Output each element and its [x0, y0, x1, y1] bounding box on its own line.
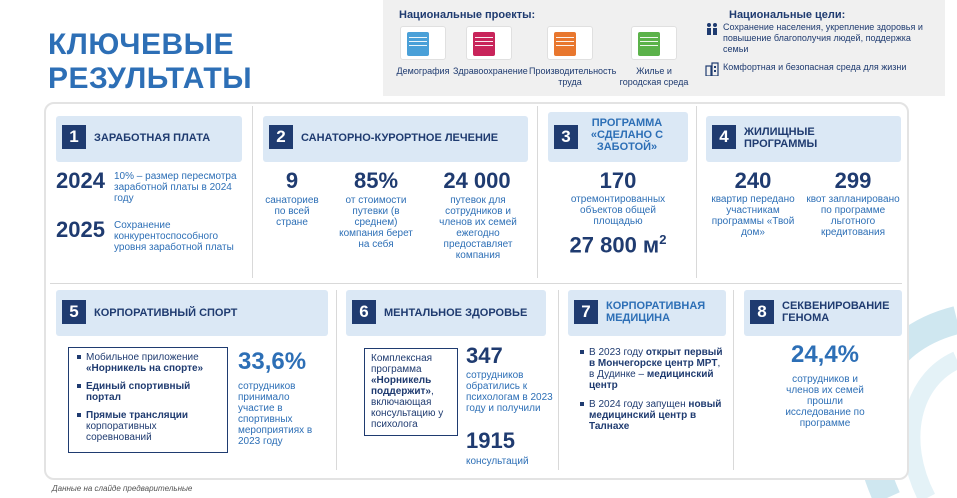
sport-participation-value: 33,6%	[238, 348, 307, 375]
vouchers-count: 24 000	[443, 168, 511, 193]
vouchers-count-label: путевок для сотрудников и членов их семей ежегодно предоставляет компания	[439, 195, 517, 261]
section-title: ЗАРАБОТНАЯ ПЛАТА	[94, 132, 211, 144]
divider	[558, 290, 559, 470]
divider	[336, 290, 337, 470]
year-2024: 2024	[56, 168, 105, 193]
section-number: 4	[712, 125, 736, 149]
consultations-label: консультаций	[466, 456, 529, 467]
objects-count-label: отремонтированных объектов общей площадью	[570, 194, 666, 227]
goal-population	[705, 22, 937, 55]
goals-heading: Национальные цели:	[729, 9, 846, 21]
people-icon	[705, 22, 719, 36]
consultations-count: 1915	[466, 428, 515, 453]
section-title: САНАТОРНО-КУРОРТНОЕ ЛЕЧЕНИЕ	[301, 132, 499, 144]
goal-text: Сохранение населения, укрепление здоровья и повышение благополучия людей, поддержка семьи	[723, 22, 923, 54]
sport-item	[77, 410, 221, 443]
medicine-item-text: В 2023 году	[589, 347, 646, 358]
section-number: 8	[750, 300, 774, 324]
legend-panel	[383, 0, 945, 96]
healthcare-logo-icon	[466, 26, 512, 60]
project-productivity	[529, 26, 617, 88]
sport-item	[77, 381, 221, 403]
section-title: ПРОГРАММА «СДЕЛАНО С ЗАБОТОЙ»	[590, 117, 664, 153]
section-title: СЕКВЕНИРОВАНИЕ ГЕНОМА	[782, 300, 890, 324]
projects-heading: Национальные проекты:	[399, 9, 536, 21]
project-demography	[387, 26, 459, 77]
project-housing	[615, 26, 693, 88]
demography-logo-icon	[400, 26, 446, 60]
divider	[696, 106, 697, 278]
section-title: КОРПОРАТИВНЫЙ СПОРТ	[94, 307, 238, 319]
medicine-item-bold: открыт первый в Мончегорске центр МРТ	[589, 347, 723, 369]
medicine-item	[580, 399, 726, 432]
project-healthcare	[453, 26, 528, 77]
area-value	[548, 232, 688, 258]
section-title: МЕНТАЛЬНОЕ ЗДОРОВЬЕ	[384, 307, 528, 319]
program-text: , включающая консультацию у психолога	[371, 386, 444, 430]
medicine-list	[580, 347, 726, 439]
project-label: Жилье и городская среда	[619, 66, 689, 87]
medicine-item	[580, 347, 726, 391]
salary-2025-text: Сохранение конкурентоспособного уровня заработной платы	[114, 220, 234, 253]
goal-text: Комфортная и безопасная среда для жизни	[723, 62, 907, 72]
divider	[733, 290, 734, 470]
section-number: 3	[554, 125, 578, 149]
section-title: ЖИЛИЩНЫЕ ПРОГРАММЫ	[744, 126, 818, 150]
footnote: Данные на слайде предварительные	[52, 484, 193, 493]
section-title: КОРПОРАТИВНАЯ МЕДИЦИНА	[606, 300, 706, 324]
apartments-count-label: квартир передано участникам программы «Твой дом»	[711, 194, 795, 238]
goal-environment	[705, 62, 937, 73]
section-number: 2	[269, 125, 293, 149]
cost-share: 85%	[353, 168, 399, 193]
section-number: 1	[62, 125, 86, 149]
sport-item-bold: Прямые трансляции	[86, 410, 189, 421]
medicine-item-text: , в Дудинке –	[589, 358, 721, 380]
section-number: 5	[62, 300, 86, 324]
page-title: КЛЮЧЕВЫЕ РЕЗУЛЬТАТЫ	[48, 28, 253, 95]
employees-applied-label: сотрудников обратились к психологам в 2023 году и получили	[466, 370, 553, 414]
sport-item-bold: «Норникель на спорте»	[86, 363, 204, 374]
program-text: Комплексная программа	[371, 353, 433, 375]
project-label: Демография	[396, 66, 450, 76]
genome-label: сотрудников и членов их семей прошли исследование по программе	[785, 374, 865, 429]
sport-item	[77, 352, 221, 374]
employees-applied-count: 347	[466, 343, 503, 368]
sanatorium-count-label: санаториев по всей стране	[265, 195, 319, 228]
medicine-item-text: В 2024 году запущен	[589, 399, 689, 410]
medicine-item-bold: новый медицинский центр в Талнахе	[589, 399, 722, 432]
buildings-icon	[705, 62, 719, 76]
year-2025: 2025	[56, 217, 105, 242]
genome-value: 24,4%	[790, 341, 860, 368]
medicine-item-bold: медицинский центр	[589, 369, 714, 391]
quotas-count-label: квот запланировано по программе льготного кредитования	[806, 194, 900, 238]
project-label: Производительность труда	[529, 66, 617, 87]
section-number: 7	[574, 300, 598, 324]
divider	[252, 106, 253, 278]
area-number: 27 800 м	[569, 232, 660, 258]
divider	[537, 106, 538, 278]
mental-program-box	[364, 348, 458, 436]
program-name: «Норникель поддержит»	[371, 375, 432, 397]
sport-item-bold: Единый спортивный портал	[86, 381, 191, 403]
objects-count: 170	[599, 168, 637, 193]
section-number: 6	[352, 300, 376, 324]
sport-item-text: Мобильное приложение	[86, 352, 199, 363]
housing-logo-icon	[631, 26, 677, 60]
sport-participation-label: сотрудников принимало участие в спортивных мероприятиях в 2023 году	[238, 381, 313, 447]
sanatorium-count: 9	[285, 168, 299, 193]
area-unit-exponent: 2	[659, 232, 667, 247]
salary-2024-text: 10% – размер пересмотра заработной платы в 2024 году	[114, 171, 237, 204]
cost-share-label: от стоимости путевки (в среднем) компания берет на себя	[339, 195, 413, 250]
divider	[50, 283, 902, 284]
project-label: Здравоохранение	[453, 66, 528, 76]
quotas-count: 299	[834, 168, 872, 193]
sport-item-text: корпоративных соревнований	[86, 421, 157, 443]
productivity-logo-icon	[547, 26, 593, 60]
sport-initiatives-box	[68, 347, 228, 453]
apartments-count: 240	[734, 168, 772, 193]
